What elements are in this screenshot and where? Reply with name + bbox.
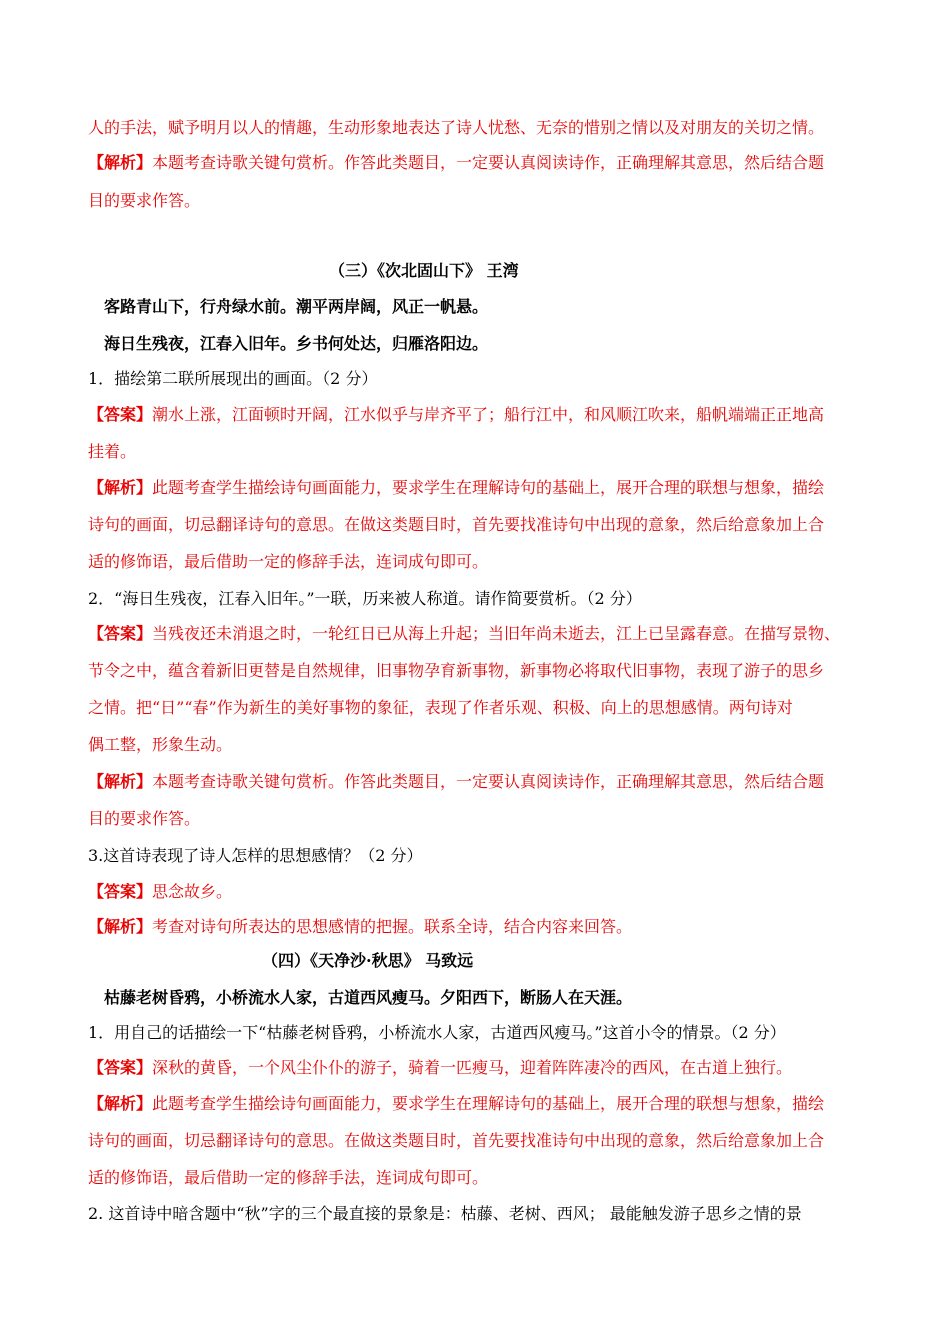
section4-q1-analysis-line3: 适的修饰语，最后借助一定的修辞手法，连词成句即可。: [88, 1168, 489, 1187]
analysis-text: 考查对诗句所表达的思想感情的把握。联系全诗，结合内容来回答。: [152, 917, 633, 936]
section3-q3-analysis: [88, 916, 632, 938]
section3-q3-answer: [88, 881, 232, 903]
section3-q1-answer: [88, 404, 824, 426]
section3-q2-question: 2．“海日生残夜，江春入旧年。”一联，历来被人称道。请作简要赏析。（2 分）: [88, 589, 642, 608]
analysis-text: 此题考查学生描绘诗句画面能力，要求学生在理解诗句的基础上，展开合理的联想与想象，描绘: [152, 478, 825, 497]
answer-text: 潮水上涨，江面顿时开阔，江水似乎与岸齐平了；船行江中，和风顺江吹来，船帆端端正正地高: [152, 405, 825, 424]
answer-tag: 【答案】: [88, 624, 153, 643]
section3-q3-question: 3.这首诗表现了诗人怎样的思想感情？（2 分）: [88, 846, 423, 865]
section3-q2-analysis: [88, 771, 824, 793]
analysis-tag: 【解析】: [88, 772, 153, 791]
answer-tag: 【答案】: [88, 405, 153, 424]
section3-q2-answer-line4: 偶工整，形象生动。: [88, 735, 233, 754]
answer-continuation: 人的手法，赋予明月以人的情趣，生动形象地表达了诗人忧愁、无奈的惜别之情以及对朋友的关切之情。: [88, 118, 825, 137]
answer-text: 深秋的黄昏，一个风尘仆仆的游子，骑着一匹瘦马，迎着阵阵凄冷的西风，在古道上独行。: [152, 1058, 793, 1077]
answer-tag: 【答案】: [88, 1058, 153, 1077]
section3-q1-analysis-line2: 诗句的画面，切忌翻译诗句的意思。在做这类题目时，首先要找准诗句中出现的意象，然后给意象加上合: [88, 515, 825, 534]
section4-q1-analysis-line2: 诗句的画面，切忌翻译诗句的意思。在做这类题目时，首先要找准诗句中出现的意象，然后给意象加上合: [88, 1131, 825, 1150]
section4-poem-line1: 枯藤老树昏鸦，小桥流水人家，古道西风瘦马。夕阳西下，断肠人在天涯。: [104, 988, 633, 1007]
analysis-text: 本题考查诗歌关键句赏析。作答此类题目，一定要认真阅读诗作，正确理解其意思，然后结合题: [152, 153, 825, 172]
section3-poem-line1: 客路青山下，行舟绿水前。潮平两岸阔，风正一帆悬。: [104, 297, 489, 316]
section3-q1-answer-line2: 挂着。: [88, 442, 137, 461]
section4-q1-answer: [88, 1057, 792, 1079]
answer-tag: 【答案】: [88, 882, 153, 901]
answer-text: 当残夜还未消退之时，一轮红日已从海上升起；当旧年尚未逝去，江上已呈露春意。在描写景物、: [152, 624, 841, 643]
analysis-paragraph: [88, 152, 824, 174]
section3-q2-answer: [88, 623, 840, 645]
analysis-text: 此题考查学生描绘诗句画面能力，要求学生在理解诗句的基础上，展开合理的联想与想象，描绘: [152, 1094, 825, 1113]
section3-q2-analysis-line2: 目的要求作答。: [88, 809, 201, 828]
analysis-tag: 【解析】: [88, 917, 153, 936]
section3-q2-answer-line3: 之情。把“日”“春”作为新生的美好事物的象征，表现了作者乐观、积极、向上的思想感情。两句诗对: [88, 698, 793, 717]
section3-q1-question: 1．描绘第二联所展现出的画面。（2 分）: [88, 369, 378, 388]
analysis-text: 本题考查诗歌关键句赏析。作答此类题目，一定要认真阅读诗作，正确理解其意思，然后结合题: [152, 772, 825, 791]
section4-q1-analysis: [88, 1093, 824, 1115]
analysis-tag: 【解析】: [88, 153, 153, 172]
section4-title: （四）《天净沙·秋思》 马致远: [262, 951, 474, 970]
analysis-text-line2: 目的要求作答。: [88, 191, 201, 210]
section4-q1-question: 1．用自己的话描绘一下“枯藤老树昏鸦，小桥流水人家，古道西风瘦马。”这首小令的情景。（2 分）: [88, 1023, 786, 1042]
section4-q2-question: 2. 这首诗中暗含题中“秋”字的三个最直接的景象是：枯藤、老树、西风； 最能触发游子思乡之情的景: [88, 1204, 802, 1223]
answer-text: 思念故乡。: [152, 882, 233, 901]
analysis-tag: 【解析】: [88, 478, 153, 497]
section3-q1-analysis-line3: 适的修饰语，最后借助一定的修辞手法，连词成句即可。: [88, 552, 489, 571]
section3-poem-line2: 海日生残夜，江春入旧年。乡书何处达，归雁洛阳边。: [104, 334, 489, 353]
analysis-tag: 【解析】: [88, 1094, 153, 1113]
section3-q1-analysis: [88, 477, 824, 499]
section3-q2-answer-line2: 节令之中，蕴含着新旧更替是自然规律，旧事物孕育新事物，新事物必将取代旧事物，表现了游子的思乡: [88, 661, 825, 680]
section3-title: （三）《次北固山下》 王湾: [329, 261, 519, 280]
